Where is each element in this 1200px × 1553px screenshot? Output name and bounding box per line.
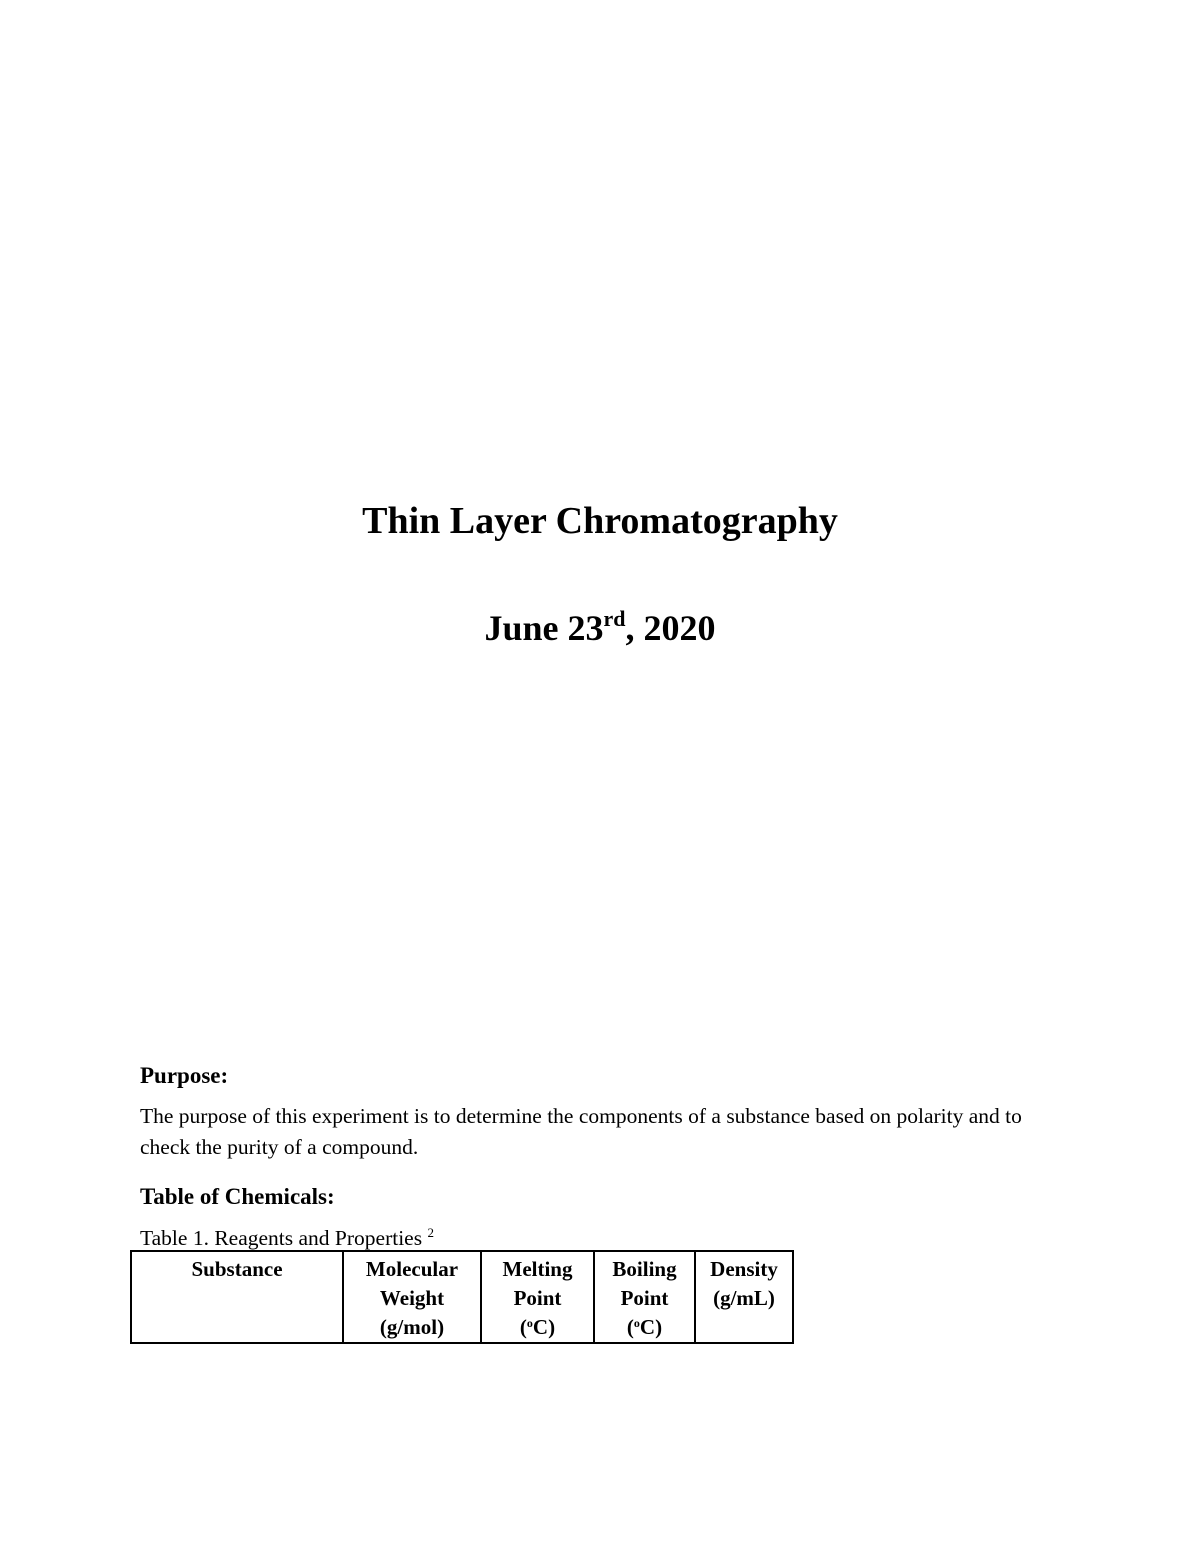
header-line: (g/mol)	[379, 1315, 445, 1339]
date-ordinal: rd	[603, 606, 626, 631]
unit-suffix: C)	[532, 1315, 556, 1339]
header-line: Melting	[502, 1257, 573, 1281]
header-unit	[627, 1315, 662, 1339]
table-caption	[140, 1224, 434, 1252]
column-header-substance	[131, 1251, 343, 1343]
degree-sup: o	[526, 1316, 533, 1330]
document-date	[0, 606, 1200, 650]
header-line: Molecular	[365, 1257, 459, 1281]
table-caption-reference: 2	[427, 1225, 434, 1240]
document-title: Thin Layer Chromatography	[362, 500, 838, 542]
unit-prefix: (	[519, 1315, 527, 1339]
chemicals-table	[130, 1250, 794, 1344]
header-line: Point	[620, 1286, 669, 1310]
date-rest: , 2020	[625, 608, 716, 648]
date-main: June 23	[484, 608, 604, 648]
header-line: Weight	[379, 1286, 445, 1310]
unit-prefix: (	[626, 1315, 634, 1339]
column-header-density	[695, 1251, 793, 1343]
purpose-text: The purpose of this experiment is to determine the components of a substance based on polarity and to check the purity of a compound.	[140, 1104, 1022, 1159]
header-line: Point	[513, 1286, 562, 1310]
purpose-heading: Purpose:	[140, 1063, 229, 1088]
chemicals-heading: Table of Chemicals:	[140, 1184, 335, 1209]
header-unit	[520, 1315, 555, 1339]
column-header-melting-point	[481, 1251, 594, 1343]
header-line: Substance	[191, 1257, 283, 1281]
unit-suffix: C)	[639, 1315, 663, 1339]
table-header-row	[131, 1251, 793, 1343]
column-header-molecular-weight	[343, 1251, 481, 1343]
header-line: Density	[710, 1257, 778, 1281]
header-line: Boiling	[612, 1257, 677, 1281]
degree-sup: o	[633, 1316, 640, 1330]
table-caption-text: Table 1. Reagents and Properties	[140, 1226, 423, 1250]
header-line: (g/mL)	[713, 1286, 775, 1310]
column-header-boiling-point	[594, 1251, 695, 1343]
